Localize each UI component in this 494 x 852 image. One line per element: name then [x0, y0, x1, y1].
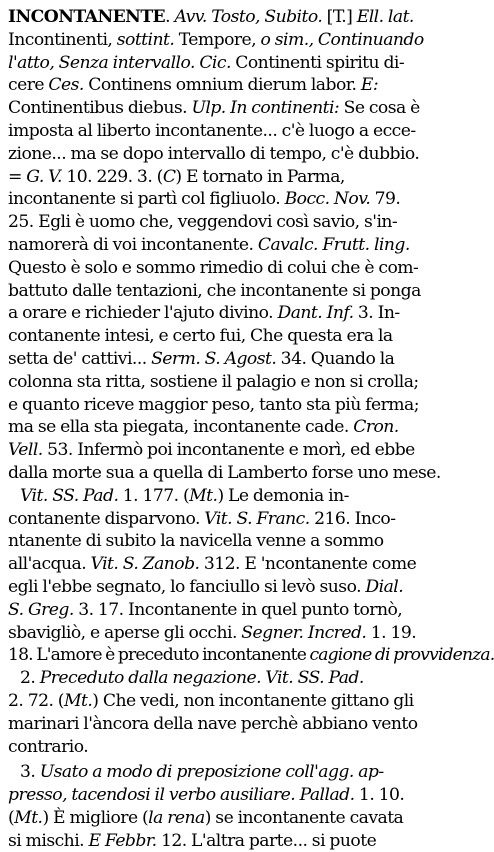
text-line — [8, 257, 462, 280]
text-line — [8, 830, 462, 852]
text-segment: 2. — [20, 668, 40, 689]
text-segment: sottint. — [116, 29, 175, 50]
text-segment: l'atto, Senza intervallo. Cic. — [8, 52, 231, 73]
text-segment: Questo è solo e sommo rimedio di colui che è com- — [8, 257, 419, 278]
text-line — [8, 736, 462, 759]
text-segment: . — [165, 7, 171, 27]
text-line — [8, 120, 462, 143]
text-segment: Avv. Tosto, Subito. — [170, 7, 323, 27]
text-segment: contrario. — [8, 736, 89, 757]
text-segment: ) Che vedi, non incontanente gittano gli — [92, 690, 414, 711]
text-segment: ) Le demonia in- — [217, 485, 349, 506]
text-line — [8, 667, 462, 690]
text-segment: imposta al liberto incontanente... c'è luogo a ecce- — [8, 120, 416, 141]
text-segment: Usato a modo di preposizione coll'agg. ap- — [39, 762, 384, 783]
text-segment: Se cosa è — [339, 98, 420, 119]
text-line — [8, 234, 462, 257]
text-segment: 3. In- — [353, 303, 400, 324]
text-line — [8, 576, 462, 599]
text-segment: 34. Quando la — [276, 348, 395, 369]
text-line — [8, 143, 462, 166]
text-segment: cere — [8, 75, 49, 96]
text-segment: colonna sta ritta, sostiene il palagio e non si crolla; — [8, 371, 419, 392]
text-segment: 25. Egli è uomo che, veggendovi così savio, s'in- — [8, 212, 398, 233]
text-line — [8, 622, 462, 645]
text-segment: namorerà di voi incontanente. — [8, 234, 258, 255]
text-segment: battuto dalle tentazioni, che incontanente si ponga — [8, 280, 421, 301]
text-segment: cagione di provvidenza. — [309, 645, 494, 666]
text-segment: ( — [8, 807, 15, 828]
text-segment: 1. 177. ( — [118, 485, 190, 506]
text-segment: 12. L'altra parte... si puote — [156, 830, 377, 851]
text-line — [8, 508, 462, 531]
text-segment: Mt. — [189, 485, 218, 506]
text-segment: 18. L'amore è preceduto incontanente — [8, 645, 310, 666]
text-segment: ) se incontanente cavata — [204, 807, 404, 828]
text-line — [8, 690, 462, 713]
text-line — [8, 599, 462, 622]
text-segment: 3. — [20, 762, 40, 783]
text-segment: 216. Inco- — [309, 508, 396, 529]
text-line — [8, 325, 462, 348]
text-segment: si mischi. — [8, 830, 89, 851]
text-segment: Continens omnium dierum labor. — [83, 75, 361, 96]
text-segment: a orare e richieder l'ajuto divino. — [8, 303, 278, 324]
headword: INCONTANENTE — [8, 7, 166, 27]
text-segment: incontanente si partì col figliuolo. — [8, 189, 285, 210]
text-segment: zione... ma se dopo intervallo di tempo, c'è dubbio. — [8, 143, 420, 164]
text-segment: 10. 229. 3. ( — [61, 166, 163, 187]
text-segment: contanente disparvono. — [8, 508, 205, 529]
text-line — [8, 462, 462, 485]
text-segment: Preceduto dalla negazione. Vit. SS. Pad. — [39, 668, 364, 689]
text-segment: sbavigliò, e aperse gli occhi. — [8, 622, 242, 643]
text-line — [8, 485, 462, 508]
entry-text — [8, 6, 494, 852]
text-segment: 3. 17. Incontanente in quel punto tornò, — [73, 599, 403, 620]
text-segment: Ces. — [48, 75, 84, 96]
text-segment: Mt. — [63, 690, 93, 711]
text-segment: Tempore, — [174, 29, 261, 50]
text-segment: presso, tacendosi il verbo ausiliare. Pallad. — [8, 785, 355, 806]
text-line — [8, 348, 462, 371]
text-line — [8, 97, 462, 120]
text-line — [8, 188, 462, 211]
text-segment: Mt. — [14, 807, 43, 828]
text-segment: Vit. SS. Pad. — [20, 485, 119, 506]
text-line — [8, 302, 462, 325]
text-segment: [T.] — [322, 7, 357, 27]
text-line — [8, 6, 462, 29]
text-line — [8, 29, 462, 52]
text-segment: e quanto riceve maggior peso, tanto sta più ferma; — [8, 394, 419, 415]
text-segment: 53. Infermò poi incontanente e morì, ed ebbe — [42, 440, 415, 461]
text-line — [8, 394, 462, 417]
text-line — [8, 644, 494, 667]
text-segment: Cavalc. Frutt. ling. — [257, 234, 410, 255]
text-segment: Vit. S. Zanob. — [90, 554, 200, 575]
text-segment: E Febbr. — [88, 830, 157, 851]
text-segment: Continentibus diebus. — [8, 98, 192, 119]
text-segment: 1. 19. — [366, 622, 417, 643]
text-line — [8, 439, 462, 462]
text-line — [8, 553, 462, 576]
text-segment: S. Greg. — [8, 599, 74, 620]
text-line — [8, 166, 462, 189]
text-segment: egli l'ebbe segnato, lo fanciullo si levò suso. — [8, 576, 366, 597]
text-line — [8, 280, 462, 303]
text-segment: Ulp. In continenti: — [191, 98, 340, 119]
text-segment: la rena — [148, 807, 205, 828]
text-segment: G. V. — [26, 166, 62, 187]
text-segment: marinari l'àncora della nave perchè abbiano vento — [8, 713, 418, 734]
text-segment: o sim., Continuando — [260, 29, 424, 50]
text-segment: Bocc. Nov. — [284, 189, 371, 210]
text-segment: Incontinenti, — [8, 29, 117, 50]
text-line — [8, 713, 462, 736]
text-segment: dalla morte sua a quella di Lamberto forse uno mese. — [8, 462, 441, 483]
text-segment: 1. 10. — [354, 785, 405, 806]
text-segment: 312. E 'ncontanente come — [199, 554, 417, 575]
text-segment: E: — [360, 75, 379, 96]
text-segment: ) È migliore ( — [42, 807, 149, 828]
text-segment: Dant. Inf. — [277, 303, 354, 324]
text-segment: contanente intesi, e certo fui, Che questa era la — [8, 326, 393, 347]
text-segment: Cron. — [353, 417, 399, 438]
text-segment: ma se ella sta piegata, incontanente cade. — [8, 417, 354, 438]
text-line — [8, 74, 462, 97]
text-segment: Vell. — [8, 440, 43, 461]
text-segment: C — [162, 166, 176, 187]
text-segment: Ell. lat. — [356, 7, 414, 27]
text-segment: setta de' cattivi... — [8, 348, 152, 369]
text-segment: 2. 72. ( — [8, 690, 64, 711]
text-line — [8, 416, 462, 439]
text-line — [8, 784, 462, 807]
text-line — [8, 52, 462, 75]
text-segment: Serm. S. Agost. — [151, 348, 277, 369]
text-segment: all'acqua. — [8, 554, 91, 575]
text-segment: Vit. S. Franc. — [204, 508, 310, 529]
text-segment: Segner. Incred. — [241, 622, 367, 643]
text-segment: Continenti spiritu di- — [230, 52, 405, 73]
text-segment: Dial. — [365, 576, 404, 597]
text-segment: 79. — [370, 189, 401, 210]
text-line — [8, 807, 462, 830]
text-segment: ntanente di subito la navicella venne a sommo — [8, 531, 384, 552]
text-line — [8, 371, 462, 394]
text-line — [8, 761, 462, 784]
text-segment: = — [8, 166, 27, 187]
text-line — [8, 530, 462, 553]
text-line — [8, 211, 462, 234]
text-segment: ) E tornato in Parma, — [175, 166, 345, 187]
